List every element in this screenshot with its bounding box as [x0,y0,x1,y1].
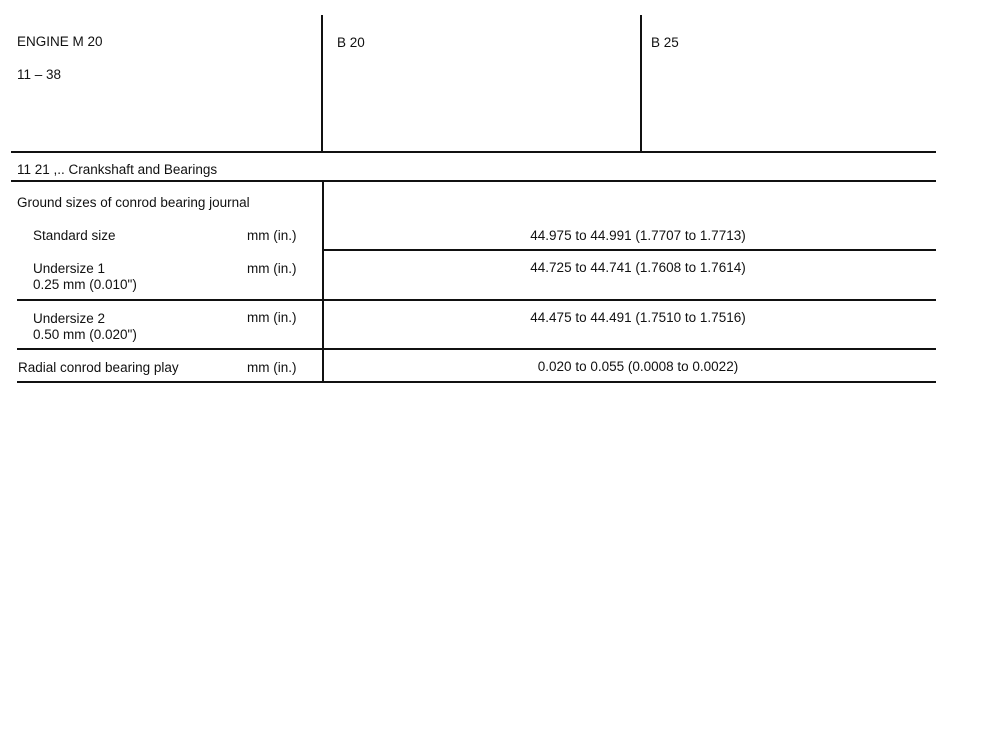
column-header-b25: B 25 [651,35,679,50]
row-rule [322,249,936,251]
table-row-unit: mm (in.) [247,310,297,325]
table-row-sublabel: 0.25 mm (0.010") [33,277,137,292]
table-bottom-rule [17,381,936,383]
section-title: 11 21 ,.. Crankshaft and Bearings [17,162,218,177]
table-row-unit: mm (in.) [247,261,297,276]
column-header-b20: B 20 [337,35,365,50]
table-row-value: 44.975 to 44.991 (1.7707 to 1.7713) [530,228,746,243]
section-top-rule [11,151,936,153]
page-reference: 11 – 38 [17,67,62,82]
table-row-unit: mm (in.) [247,228,297,243]
engine-title: ENGINE M 20 [17,34,103,49]
group-label: Ground sizes of conrod bearing journal [17,195,250,210]
table-row-label: Radial conrod bearing play [18,360,179,375]
table-row-sublabel: 0.50 mm (0.020") [33,327,137,342]
section-bottom-rule [11,180,936,182]
table-row-value: 44.475 to 44.491 (1.7510 to 1.7516) [530,310,746,325]
table-row-label: Undersize 1 [33,261,106,276]
table-row-unit: mm (in.) [247,360,297,375]
table-divider [322,182,324,382]
header-divider-2 [640,15,642,151]
table-row-label: Undersize 2 [33,311,106,326]
header-divider-1 [321,15,323,151]
table-row-value: 44.725 to 44.741 (1.7608 to 1.7614) [530,260,746,275]
table-row-value: 0.020 to 0.055 (0.0008 to 0.0022) [537,359,739,374]
row-rule [17,299,936,301]
row-rule [17,348,936,350]
table-row-label: Standard size [33,228,116,243]
